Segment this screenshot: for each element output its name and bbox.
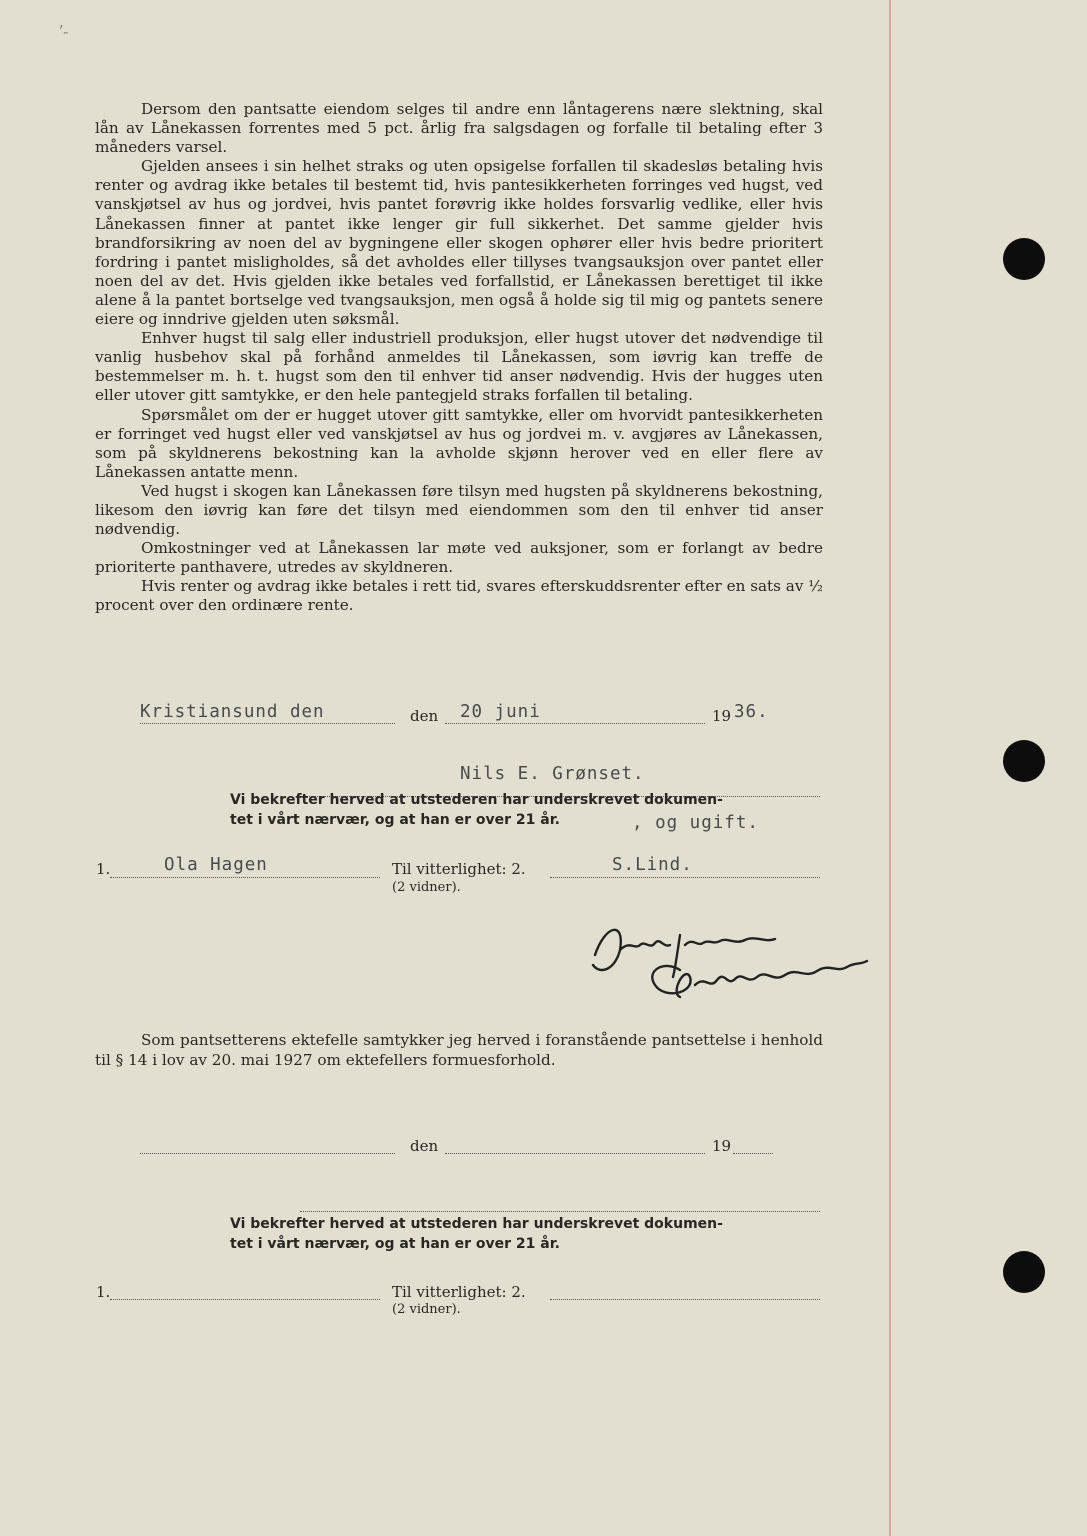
vidner-note: (2 vidner). bbox=[392, 1302, 461, 1317]
punch-hole bbox=[1003, 740, 1045, 782]
dotted-line bbox=[445, 1152, 705, 1154]
dotted-line bbox=[550, 1298, 820, 1300]
margin-rule bbox=[889, 0, 891, 1536]
corner-mark: ʼ- bbox=[58, 22, 69, 41]
paragraph: Omkostninger ved at Lånekassen lar møte ved auksjoner, som er forlangt av bedre prioriterte panthavere, utredes av skyldneren. bbox=[95, 539, 823, 577]
paragraph: Spørsmålet om der er hugget utover gitt samtykke, eller om hvorvidt pantesikkerheten er forringet ved hugst eller ved vanskjøtsel av hus og jordvei m. v. avgjøres av Lånekassen, som på skyldnerens bekostning kan la avholde skjønn herover ved en eller flere av Lånekassen antatte menn. bbox=[95, 405, 823, 481]
year-prefix: 19 bbox=[712, 707, 732, 725]
witness-label: Til vitterlighet: 2. bbox=[392, 1283, 526, 1301]
terms-text bbox=[95, 100, 823, 616]
signer-name: Nils E. Grønset. bbox=[460, 764, 645, 784]
confirmation-line-2: tet i vårt nærvær, og at han er over 21 år. bbox=[230, 812, 560, 828]
witness-2-name: S.Lind. bbox=[612, 855, 693, 875]
witness-1-name: Ola Hagen bbox=[164, 855, 268, 875]
confirmation-line-2: tet i vårt nærvær, og at han er over 21 år. bbox=[230, 1236, 560, 1252]
den-label: den bbox=[410, 1137, 439, 1155]
witness-1-number: 1. bbox=[96, 1283, 111, 1301]
witness-1-number: 1. bbox=[96, 860, 111, 878]
confirmation-line-1: Vi bekrefter herved at utstederen har underskrevet dokumen- bbox=[230, 792, 723, 808]
spouse-consent-text: Som pantsetterens ektefelle samtykker jeg herved i foranstående pantsettelse i henhold til § 14 i lov av 20. mai 1927 om ektefellers formuesforhold. bbox=[95, 1031, 823, 1069]
paragraph: Ved hugst i skogen kan Lånekassen føre tilsyn med hugsten på skyldnerens bekostning, likesom den iøvrig kan føre det tilsyn med eiendommen som den til enhver tid anser nødvendig. bbox=[95, 481, 823, 539]
den-label: den bbox=[410, 707, 439, 725]
year-prefix: 19 bbox=[712, 1137, 732, 1155]
date-field: 20 juni bbox=[460, 702, 541, 722]
paragraph: Dersom den pantsatte eiendom selges til andre enn låntagerens nære slektning, skal lån av Lånekassen forrentes med 5 pct. årlig fra salgsdagen og forfalle til betaling efter 3 måneders varsel. bbox=[95, 100, 823, 157]
paragraph: Hvis renter og avdrag ikke betales i rett tid, svares efterskuddsrenter efter en sats av ½ procent over den ordinære rente. bbox=[95, 577, 823, 615]
paragraph: Gjelden ansees i sin helhet straks og uten opsigelse forfallen til skadesløs betaling hvis renter og avdrag ikke betales til bestemt tid, hvis pantesikkerheten forringes ved hugst, ved vanskjøtsel av hus og jordvei, hvis pantet forøvrig ikke holdes forsvarlig vedlike, eller hvis Lånekassen finner at pantet ikke lenger gir full sikkerhet. Det samme gjelder hvis brandforsikring av noen del av bygningene eller skogen ophører eller hvis bedre prioritert fordring i pantet misligholdes, så det avholdes eller tillyses tvangsauksjon over pantet eller noen del av det. Hvis gjelden ikke betales ved forfallstid, er Lånekassen berettiget til ikke alene å la pantet bortselge ved tvangsauksjon, men også å holde sig til mig og pantets senere eiere og inndrive gjelden uten søksmål. bbox=[95, 157, 823, 329]
dotted-line bbox=[110, 1298, 380, 1300]
confirmation-line-1: Vi bekrefter herved at utstederen har underskrevet dokumen- bbox=[230, 1216, 723, 1232]
confirmation-addition: , og ugift. bbox=[632, 813, 759, 833]
handwritten-signature bbox=[585, 915, 875, 1010]
dotted-line bbox=[733, 1152, 773, 1154]
paragraph: Enhver hugst til salg eller industriell produksjon, eller hugst utover det nødvendige til vanlig husbehov skal på forhånd anmeldes til Lånekassen, som iøvrig kan treffe de bestemmelser m. h. t. hugst som den til enhver tid anser nødvendig. Hvis der hugges uten eller utover gitt samtykke, er den hele pantegjeld straks forfallen til betaling. bbox=[95, 329, 823, 405]
dotted-line bbox=[110, 876, 380, 878]
dotted-line bbox=[445, 722, 705, 724]
dotted-line bbox=[550, 876, 820, 878]
dotted-line bbox=[140, 1152, 395, 1154]
dotted-line bbox=[140, 722, 395, 724]
punch-hole bbox=[1003, 238, 1045, 280]
dotted-line bbox=[300, 1210, 820, 1212]
witness-label: Til vitterlighet: 2. bbox=[392, 860, 526, 878]
punch-hole bbox=[1003, 1251, 1045, 1293]
year-suffix: 36. bbox=[734, 702, 769, 722]
place-field: Kristiansund den bbox=[140, 702, 325, 722]
vidner-note: (2 vidner). bbox=[392, 880, 461, 895]
